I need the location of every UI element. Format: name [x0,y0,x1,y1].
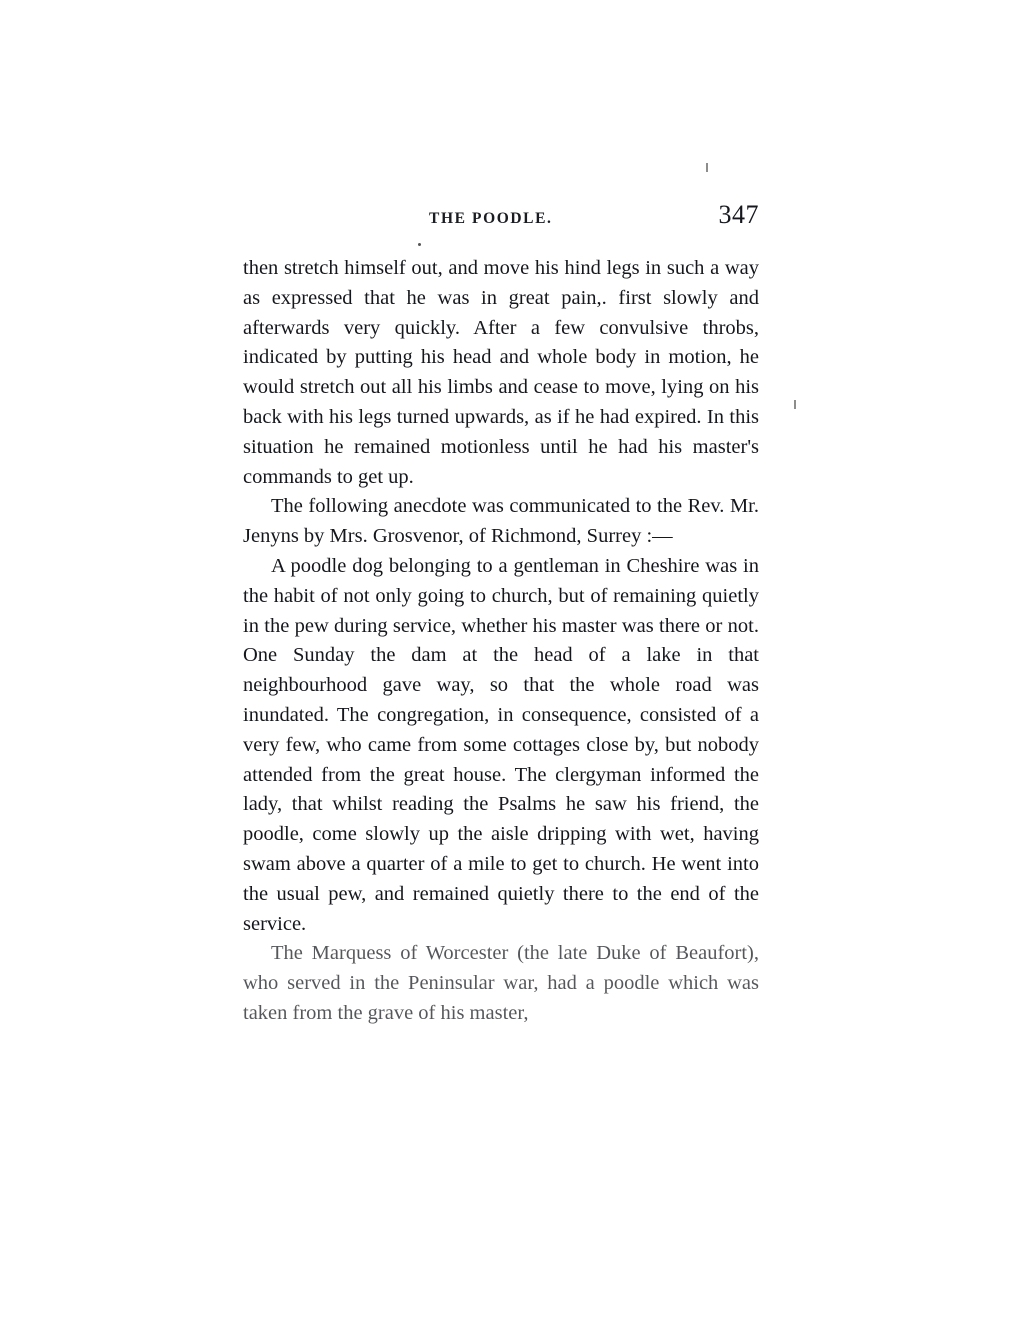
page-content [243,200,759,1029]
running-head-title: THE POODLE. [429,210,553,227]
ink-speck [706,163,708,172]
page-number: 347 [718,200,759,229]
paragraph: then stretch himself out, and move his hind legs in such a way as expressed that he was in great pain,. first slowly and afterwards very quickly. After a few convulsive throbs, indicated by putting his head and whole body in motion, he would stretch out all his limbs and cease to move, lying on his back with his legs turned upwards, as if he had expired. In this situation he remained motionless until he had his master's commands to get up. [243,257,759,488]
running-head [243,200,759,234]
paragraph: The following anecdote was communicated to the Rev. Mr. Jenyns by Mrs. Grosvenor, of Richmond, Surrey :— [243,495,759,548]
ink-speck [794,400,796,409]
paragraph: A poodle dog belonging to a gentleman in Cheshire was in the habit of not only going to church, but of remaining quietly in the pew during service, whether his master was there or not. One Sunday the dam at the head of a lake in that neighbourhood gave way, so that the whole road was inundated. The congregation, in consequence, consisted of a very few, who came from some cottages close by, but nobody attended from the great house. The clergyman informed the lady, that whilst reading the Psalms he saw his friend, the poodle, come slowly up the aisle dripping with wet, having swam above a quarter of a mile to get to church. He went into the usual pew, and remained quietly there to the end of the service. [243,554,759,935]
paragraph: The Marquess of Worcester (the late Duke of Beaufort), who served in the Peninsular war, had a poodle which was taken from the grave of his master, [243,942,759,1024]
body-text [243,254,759,1029]
